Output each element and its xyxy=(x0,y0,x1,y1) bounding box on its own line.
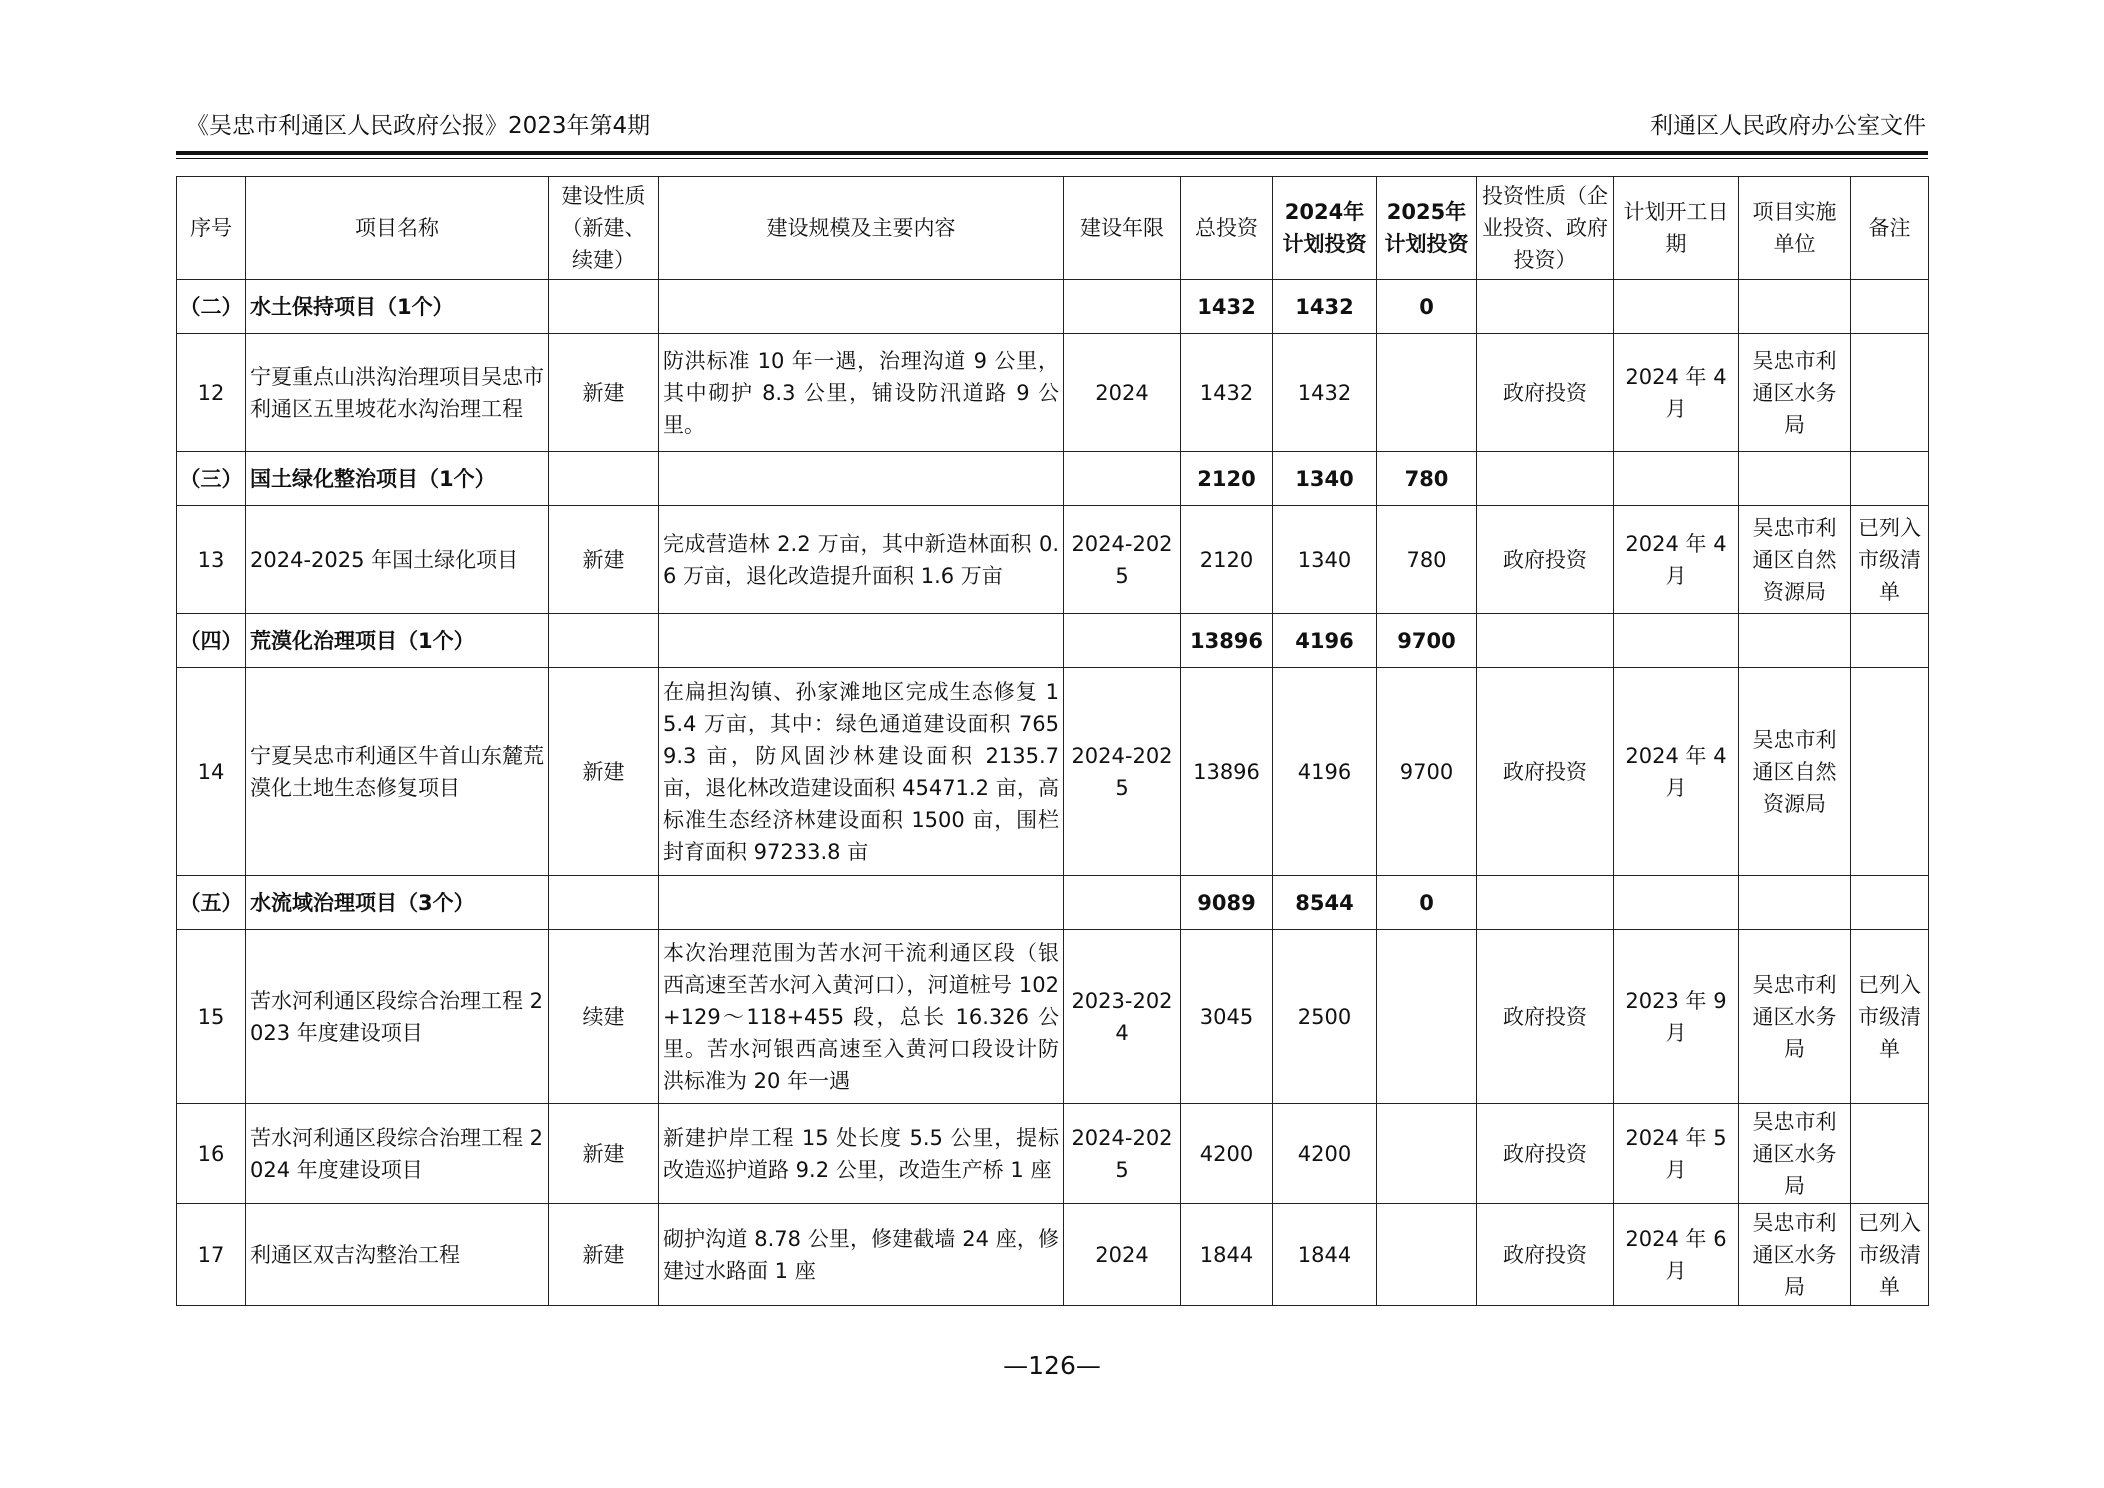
content-cell: 完成营造林 2.2 万亩，其中新造林面积 0.6 万亩，退化改造提升面积 1.6 万亩 xyxy=(659,506,1064,614)
plan-2024-cell: 1340 xyxy=(1273,452,1377,506)
content-cell: 新建护岸工程 15 处长度 5.5 公里，提标改造巡护道路 9.2 公里，改造生产桥 1 座 xyxy=(659,1104,1064,1204)
total-cell: 1432 xyxy=(1181,334,1273,452)
table-row xyxy=(177,334,1929,452)
period-cell xyxy=(1064,876,1181,930)
seq-cell: （四） xyxy=(177,614,246,668)
header-start: 计划开工日期 xyxy=(1614,177,1739,280)
name-cell: 苦水河利通区段综合治理工程 2024 年度建设项目 xyxy=(246,1104,549,1204)
unit-cell xyxy=(1739,452,1851,506)
seq-cell: （二） xyxy=(177,280,246,334)
group-row xyxy=(177,452,1929,506)
period-cell: 2024 xyxy=(1064,1204,1181,1306)
seq-cell: 17 xyxy=(177,1204,246,1306)
nature-cell xyxy=(549,452,659,506)
period-cell: 2023-2024 xyxy=(1064,930,1181,1104)
plan-2024-cell: 1432 xyxy=(1273,334,1377,452)
unit-cell: 吴忠市利通区水务局 xyxy=(1739,1204,1851,1306)
invest-type-cell xyxy=(1477,452,1614,506)
name-cell: 利通区双吉沟整治工程 xyxy=(246,1204,549,1306)
remark-cell xyxy=(1851,334,1929,452)
start-date-cell xyxy=(1614,452,1739,506)
nature-cell xyxy=(549,876,659,930)
unit-cell: 吴忠市利通区自然资源局 xyxy=(1739,506,1851,614)
nature-cell xyxy=(549,280,659,334)
header-seq: 序号 xyxy=(177,177,246,280)
total-cell: 13896 xyxy=(1181,668,1273,876)
remark-cell xyxy=(1851,1104,1929,1204)
remark-cell xyxy=(1851,614,1929,668)
name-cell: 苦水河利通区段综合治理工程 2023 年度建设项目 xyxy=(246,930,549,1104)
seq-cell: 16 xyxy=(177,1104,246,1204)
unit-cell xyxy=(1739,614,1851,668)
nature-cell: 新建 xyxy=(549,668,659,876)
name-cell: 宁夏重点山洪沟治理项目吴忠市利通区五里坡花水沟治理工程 xyxy=(246,334,549,452)
plan-2025-cell: 9700 xyxy=(1377,614,1477,668)
header-invest-type: 投资性质（企业投资、政府投资） xyxy=(1477,177,1614,280)
table-header-row xyxy=(177,177,1929,280)
start-date-cell xyxy=(1614,280,1739,334)
header-content: 建设规模及主要内容 xyxy=(659,177,1064,280)
plan-2025-cell xyxy=(1377,1204,1477,1306)
invest-type-cell: 政府投资 xyxy=(1477,1104,1614,1204)
nature-cell xyxy=(549,614,659,668)
start-date-cell: 2024 年 6 月 xyxy=(1614,1204,1739,1306)
invest-type-cell xyxy=(1477,876,1614,930)
nature-cell: 新建 xyxy=(549,506,659,614)
unit-cell: 吴忠市利通区水务局 xyxy=(1739,334,1851,452)
period-cell: 2024 xyxy=(1064,334,1181,452)
header-rule-thick xyxy=(176,151,1928,155)
plan-2025-cell xyxy=(1377,1104,1477,1204)
start-date-cell: 2024 年 4 月 xyxy=(1614,334,1739,452)
plan-2024-cell: 8544 xyxy=(1273,876,1377,930)
remark-cell xyxy=(1851,280,1929,334)
unit-cell: 吴忠市利通区水务局 xyxy=(1739,1104,1851,1204)
period-cell: 2024-2025 xyxy=(1064,506,1181,614)
seq-cell: 15 xyxy=(177,930,246,1104)
invest-type-cell: 政府投资 xyxy=(1477,668,1614,876)
start-date-cell xyxy=(1614,614,1739,668)
invest-type-cell: 政府投资 xyxy=(1477,930,1614,1104)
plan-2025-cell: 9700 xyxy=(1377,668,1477,876)
start-date-cell: 2024 年 4 月 xyxy=(1614,506,1739,614)
header-plan-2024: 2024年计划投资 xyxy=(1273,177,1377,280)
period-cell xyxy=(1064,614,1181,668)
header-nature: 建设性质（新建、续建） xyxy=(549,177,659,280)
group-row xyxy=(177,614,1929,668)
period-cell xyxy=(1064,280,1181,334)
name-cell: 国土绿化整治项目（1个） xyxy=(246,452,549,506)
header-total: 总投资 xyxy=(1181,177,1273,280)
nature-cell: 新建 xyxy=(549,1104,659,1204)
plan-2025-cell: 780 xyxy=(1377,452,1477,506)
invest-type-cell xyxy=(1477,280,1614,334)
header-period: 建设年限 xyxy=(1064,177,1181,280)
header-unit: 项目实施单位 xyxy=(1739,177,1851,280)
remark-cell: 已列入市级清单 xyxy=(1851,1204,1929,1306)
start-date-cell: 2024 年 4 月 xyxy=(1614,668,1739,876)
invest-type-cell: 政府投资 xyxy=(1477,334,1614,452)
header-remark: 备注 xyxy=(1851,177,1929,280)
plan-2024-cell: 2500 xyxy=(1273,930,1377,1104)
remark-cell: 已列入市级清单 xyxy=(1851,506,1929,614)
start-date-cell: 2023 年 9 月 xyxy=(1614,930,1739,1104)
content-cell xyxy=(659,876,1064,930)
plan-2024-cell: 1340 xyxy=(1273,506,1377,614)
table-row xyxy=(177,930,1929,1104)
content-cell xyxy=(659,280,1064,334)
bulletin-title: 《吴忠市利通区人民政府公报》2023年第4期 xyxy=(186,113,651,139)
name-cell: 水土保持项目（1个） xyxy=(246,280,549,334)
start-date-cell xyxy=(1614,876,1739,930)
total-cell: 9089 xyxy=(1181,876,1273,930)
table-row xyxy=(177,506,1929,614)
total-cell: 2120 xyxy=(1181,506,1273,614)
name-cell: 宁夏吴忠市利通区牛首山东麓荒漠化土地生态修复项目 xyxy=(246,668,549,876)
unit-cell xyxy=(1739,876,1851,930)
table-row xyxy=(177,668,1929,876)
plan-2025-cell xyxy=(1377,930,1477,1104)
remark-cell: 已列入市级清单 xyxy=(1851,930,1929,1104)
total-cell: 2120 xyxy=(1181,452,1273,506)
invest-type-cell xyxy=(1477,614,1614,668)
plan-2024-cell: 1844 xyxy=(1273,1204,1377,1306)
total-cell: 3045 xyxy=(1181,930,1273,1104)
period-cell: 2024-2025 xyxy=(1064,1104,1181,1204)
remark-cell xyxy=(1851,452,1929,506)
nature-cell: 新建 xyxy=(549,1204,659,1306)
header-name: 项目名称 xyxy=(246,177,549,280)
seq-cell: 12 xyxy=(177,334,246,452)
total-cell: 4200 xyxy=(1181,1104,1273,1204)
start-date-cell: 2024 年 5 月 xyxy=(1614,1104,1739,1204)
plan-2024-cell: 4200 xyxy=(1273,1104,1377,1204)
total-cell: 13896 xyxy=(1181,614,1273,668)
plan-2024-cell: 1432 xyxy=(1273,280,1377,334)
total-cell: 1432 xyxy=(1181,280,1273,334)
invest-type-cell: 政府投资 xyxy=(1477,506,1614,614)
remark-cell xyxy=(1851,876,1929,930)
period-cell: 2024-2025 xyxy=(1064,668,1181,876)
unit-cell: 吴忠市利通区水务局 xyxy=(1739,930,1851,1104)
seq-cell: （五） xyxy=(177,876,246,930)
plan-2025-cell xyxy=(1377,334,1477,452)
content-cell xyxy=(659,452,1064,506)
seq-cell: 14 xyxy=(177,668,246,876)
project-table xyxy=(176,176,1929,1306)
remark-cell xyxy=(1851,668,1929,876)
period-cell xyxy=(1064,452,1181,506)
issuing-office: 利通区人民政府办公室文件 xyxy=(1650,113,1926,139)
nature-cell: 续建 xyxy=(549,930,659,1104)
content-cell: 在扁担沟镇、孙家滩地区完成生态修复 15.4 万亩，其中：绿色通道建设面积 7659.3 亩，防风固沙林建设面积 2135.7 亩，退化林改造建设面积 45471.2 亩，高标准生态经济林建设面积 1500 亩，围栏封育面积 97233.8 亩 xyxy=(659,668,1064,876)
name-cell: 2024-2025 年国土绿化项目 xyxy=(246,506,549,614)
table-row xyxy=(177,1204,1929,1306)
name-cell: 荒漠化治理项目（1个） xyxy=(246,614,549,668)
seq-cell: （三） xyxy=(177,452,246,506)
content-cell: 本次治理范围为苦水河干流利通区段（银西高速至苦水河入黄河口），河道桩号 102+129～118+455 段，总长 16.326 公里。苦水河银西高速至入黄河口段设计防洪标准为 20 年一遇 xyxy=(659,930,1064,1104)
seq-cell: 13 xyxy=(177,506,246,614)
content-cell: 防洪标准 10 年一遇，治理沟道 9 公里，其中砌护 8.3 公里，铺设防汛道路 9 公里。 xyxy=(659,334,1064,452)
header-plan-2025: 2025年计划投资 xyxy=(1377,177,1477,280)
total-cell: 1844 xyxy=(1181,1204,1273,1306)
header-rule-thin xyxy=(176,158,1928,159)
plan-2024-cell: 4196 xyxy=(1273,668,1377,876)
plan-2025-cell: 780 xyxy=(1377,506,1477,614)
plan-2025-cell: 0 xyxy=(1377,280,1477,334)
group-row xyxy=(177,280,1929,334)
nature-cell: 新建 xyxy=(549,334,659,452)
plan-2024-cell: 4196 xyxy=(1273,614,1377,668)
content-cell: 砌护沟道 8.78 公里，修建截墙 24 座，修建过水路面 1 座 xyxy=(659,1204,1064,1306)
page-number: —126— xyxy=(1003,1351,1101,1380)
plan-2025-cell: 0 xyxy=(1377,876,1477,930)
unit-cell xyxy=(1739,280,1851,334)
content-cell xyxy=(659,614,1064,668)
table-row xyxy=(177,1104,1929,1204)
group-row xyxy=(177,876,1929,930)
invest-type-cell: 政府投资 xyxy=(1477,1204,1614,1306)
unit-cell: 吴忠市利通区自然资源局 xyxy=(1739,668,1851,876)
name-cell: 水流域治理项目（3个） xyxy=(246,876,549,930)
